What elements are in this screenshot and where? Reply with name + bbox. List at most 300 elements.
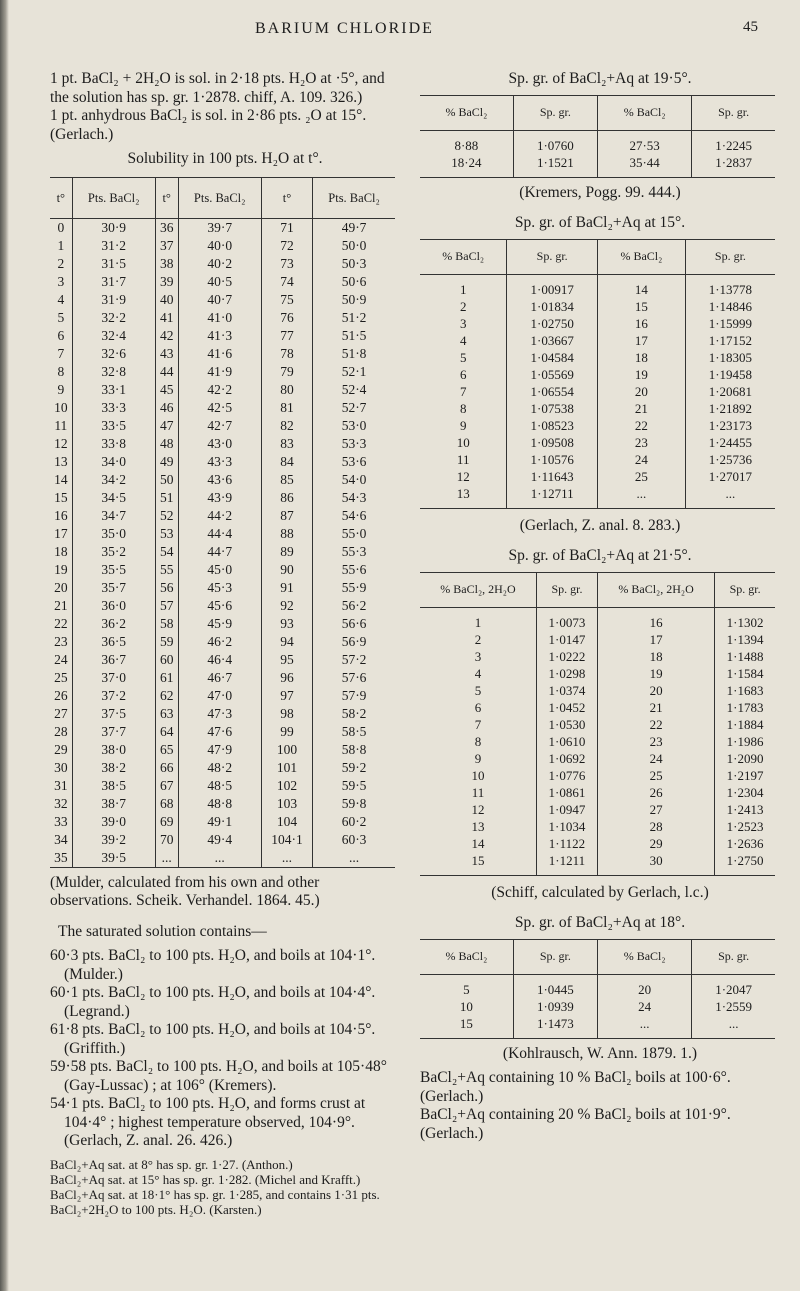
table-cell: 1·09508 [507,434,598,451]
table-cell: 40·0 [178,237,261,255]
table-cell: 19 [597,665,714,682]
solubility-header: Pts. BaCl₂ [178,177,261,218]
table-cell: 1·11643 [507,468,598,485]
table-cell: 1·24455 [685,434,775,451]
table-cell: 41·0 [178,309,261,327]
table-cell: 30·9 [72,218,155,237]
table-cell: 17 [597,631,714,648]
t1-source: (Kremers, Pogg. 99. 444.) [519,183,681,201]
table-cell: 97 [261,687,312,705]
table-cell: 1·08523 [507,417,598,434]
table-cell: 37 [155,237,178,255]
table-cell: 1·0947 [536,801,597,818]
table-cell: 1·15999 [685,315,775,332]
table-cell: 27 [597,801,714,818]
table-cell: 36·7 [72,651,155,669]
table-row [420,1015,775,1039]
table-row [420,274,775,298]
table-cell: 34 [54,831,68,847]
table-row [50,489,395,507]
table-cell: 30 [54,759,68,775]
table-row [420,631,775,648]
table-cell: 1·03667 [507,332,598,349]
table-cell: 5 [57,309,65,325]
table-cell: 46 [155,399,178,417]
table-cell: 1·1394 [715,631,775,648]
table-cell: 24 [597,998,691,1015]
table-row [50,597,395,615]
table-cell: 68 [155,795,178,813]
table-cell: 88 [261,525,312,543]
table-cell: 58·8 [313,741,395,759]
table-header-row [420,572,775,607]
table-cell: 104 [261,813,312,831]
table-cell: 79 [261,363,312,381]
table-cell: 59 [155,633,178,651]
table-cell: 25 [597,468,685,485]
table-cell: 40·5 [178,273,261,291]
table-row [420,332,775,349]
table-cell: 20 [597,682,714,699]
table-cell: 55·6 [313,561,395,579]
table-cell: 41·6 [178,345,261,363]
table-cell: 34·0 [72,453,155,471]
table-row [420,699,775,716]
table-row [420,383,775,400]
table-cell: 14 [597,274,685,298]
table-cell: 7 [474,716,482,732]
table-cell: 93 [261,615,312,633]
table-cell: 48·5 [178,777,261,795]
table-cell: 33·5 [72,417,155,435]
table-row [50,687,395,705]
table-cell: 63 [155,705,178,723]
column-header: Sp. gr. [536,572,597,607]
table-cell: 50·9 [313,291,395,309]
table-cell: 30 [597,852,714,876]
table-row [50,579,395,597]
table-cell: 81 [261,399,312,417]
table-cell: 35·7 [72,579,155,597]
table-cell: 54 [155,543,178,561]
table-cell: 43·3 [178,453,261,471]
list-item: 61·8 pts. BaCl₂ to 100 pts. H₂O, and boils at 104·5°. (Griffith.) [50,1021,376,1057]
table-cell: 37·5 [72,705,155,723]
table-cell: 16 [597,607,714,631]
solubility-header: t° [50,177,72,218]
table-cell: 1·0147 [536,631,597,648]
table-header-row [420,95,775,130]
column-header: % BaCl₂ [420,95,513,130]
table-cell: 1·1884 [715,716,775,733]
table-cell: 59·8 [313,795,395,813]
table-cell: 6 [57,327,65,343]
table-row [50,399,395,417]
table-row [420,468,775,485]
intro-hydrated: 1 pt. BaCl₂ + 2H₂O is sol. in 2·18 pts. H₂O at ·5°, and the solution has sp. gr. 1·2878. chiff, A. 109. 326.) [50,70,385,106]
table-cell: 1·0222 [536,648,597,665]
table-cell: 31 [54,777,68,793]
table-cell: 43·6 [178,471,261,489]
table-cell: 52·7 [313,399,395,417]
table-cell: 32 [54,795,68,811]
table-row [50,453,395,471]
table-cell: 18 [597,648,714,665]
table-cell: 49·4 [178,831,261,849]
column-header: Sp. gr. [507,239,598,274]
table-cell: 12 [456,468,470,484]
table-cell: 11 [456,451,470,467]
boiling-note-20: BaCl₂+Aq containing 20 % BaCl₂ boils at 101·9°. (Gerlach.) [420,1106,731,1142]
column-header: % BaCl₂, 2H₂O [420,572,536,607]
table-cell: 15 [420,1015,513,1039]
t1-title: Sp. gr. of BaCl₂+Aq at 19·5°. [508,70,692,87]
table-cell: 12 [471,801,485,817]
table-cell: 78 [261,345,312,363]
right-column [420,70,780,1143]
table-cell: 80 [261,381,312,399]
table-cell: 50 [155,471,178,489]
column-header: Sp. gr. [692,95,775,130]
table-cell: 55 [155,561,178,579]
table-cell: 1·2047 [692,974,775,998]
table-cell: 15 [420,852,536,876]
table-cell: 57·6 [313,669,395,687]
column-header: % BaCl₂ [420,239,507,274]
table-cell: 31·7 [72,273,155,291]
table-cell: 18 [597,349,685,366]
table-cell: 3 [57,273,65,289]
table-cell: 47·9 [178,741,261,759]
table-cell: ... [261,849,312,868]
table-cell: 35·44 [597,154,691,178]
table-cell: 1·0073 [536,607,597,631]
table-cell: 67 [155,777,178,795]
table-row [420,801,775,818]
table-row [50,543,395,561]
table-cell: 1·07538 [507,400,598,417]
table-cell: 36·5 [72,633,155,651]
table-cell: 1·0776 [536,767,597,784]
table-cell: 5 [474,682,482,698]
table-cell: 53·3 [313,435,395,453]
table-cell: 1·2837 [692,154,775,178]
table-cell: 28 [54,723,68,739]
table-cell: 101 [261,759,312,777]
table-row [420,417,775,434]
table-cell: 99 [261,723,312,741]
table-cell: 52·4 [313,381,395,399]
table-cell: 8 [459,400,467,416]
table-cell: 1·02750 [507,315,598,332]
table-row [420,998,775,1015]
table-cell: 33·1 [72,381,155,399]
table-cell: 17 [54,525,68,541]
table-cell: 58 [155,615,178,633]
table-cell: 57·2 [313,651,395,669]
table-cell: 12 [54,435,68,451]
table-cell: 1·14846 [685,298,775,315]
table-cell: 13 [420,485,507,509]
table-cell: 24 [597,750,714,767]
table-cell: 1·05569 [507,366,598,383]
table-row [50,255,395,273]
table-cell: 2 [57,255,65,271]
table-cell: 8 [57,363,65,379]
table-cell: 1·06554 [507,383,598,400]
table-cell: 89 [261,543,312,561]
table-cell: 1·04584 [507,349,598,366]
table-cell: 1·1683 [715,682,775,699]
table-cell: 1·2090 [715,750,775,767]
running-title: BARIUM CHLORIDE [255,20,434,37]
table-cell: 31·5 [72,255,155,273]
table-cell: 52·1 [313,363,395,381]
column-header: Sp. gr. [513,939,597,974]
table-cell: 1·27017 [685,468,775,485]
table-cell: 1·1584 [715,665,775,682]
table-cell: 37·7 [72,723,155,741]
table-cell: 59·2 [313,759,395,777]
table-cell: 3 [474,648,482,664]
table-row [420,154,775,178]
table-cell: 1·1211 [536,852,597,876]
table-cell: 95 [261,651,312,669]
t2-title: Sp. gr. of BaCl₂+Aq at 15°. [514,214,686,231]
table-cell: 20 [597,383,685,400]
table-cell: 45·3 [178,579,261,597]
table-cell: 4 [459,332,467,348]
table-cell: 38·5 [72,777,155,795]
table-cell: 10 [54,399,68,415]
table-cell: 10 [471,767,485,783]
table-cell: 36 [155,218,178,237]
table-row [420,451,775,468]
table-cell: 1·25736 [685,451,775,468]
table-cell: 32·2 [72,309,155,327]
table-row [420,400,775,417]
table-cell: 18·24 [420,154,513,178]
table-cell: 51 [155,489,178,507]
table-row [420,682,775,699]
table-cell: 72 [261,237,312,255]
table-cell: 20 [54,579,68,595]
table-cell: 29 [597,835,714,852]
table-cell: 1·17152 [685,332,775,349]
table-row [420,750,775,767]
table-row [420,298,775,315]
table-cell: 74 [261,273,312,291]
table-cell: 17 [597,332,685,349]
table-cell: 2 [474,631,482,647]
table-cell: 4 [57,291,65,307]
table-cell: 1·0861 [536,784,597,801]
table-row [50,849,395,868]
table-cell: 27 [54,705,68,721]
table-cell: 49·7 [313,218,395,237]
table-cell: 1·1986 [715,733,775,750]
saturated-list [50,947,400,1151]
table-cell: 22 [54,615,68,631]
list-item: 59·58 pts. BaCl₂ to 100 pts. H₂O, and boils at 105·48° (Gay-Lussac) ; at 106° (Kremers). [50,1058,387,1094]
table-cell: 52 [155,507,178,525]
table-cell: 1·1473 [513,1015,597,1039]
table-cell: 6 [459,366,467,382]
table-cell: 1 [459,281,467,297]
column-header: Sp. gr. [513,95,597,130]
table-row [420,733,775,750]
table-row [50,561,395,579]
table-cell: 1·2750 [715,852,775,876]
table-cell: 44·2 [178,507,261,525]
table-cell: 49·1 [178,813,261,831]
page-binding-edge [0,0,9,1291]
table-cell: 21 [597,699,714,716]
table-cell: 35·0 [72,525,155,543]
table-cell: 32·6 [72,345,155,363]
saturated-intro: The saturated solution contains— [58,922,267,940]
table-cell: 76 [261,309,312,327]
table-cell: 45·0 [178,561,261,579]
table-cell: 1·0530 [536,716,597,733]
table-row [420,835,775,852]
table-row [420,974,775,998]
table-cell: 14 [54,471,68,487]
table-cell: 45·9 [178,615,261,633]
table-cell: 1·2413 [715,801,775,818]
table-cell: 42 [155,327,178,345]
table-cell: 50·0 [313,237,395,255]
table-cell: 31·9 [72,291,155,309]
table-cell: 58·2 [313,705,395,723]
table-row [50,381,395,399]
table-header-row [420,239,775,274]
table-cell: 16 [597,315,685,332]
table-cell: 60·2 [313,813,395,831]
solubility-header: t° [155,177,178,218]
table-cell: 1 [474,614,482,630]
table-cell: 60 [155,651,178,669]
table-cell: 54·0 [313,471,395,489]
table-cell: 26 [597,784,714,801]
table-cell: 64 [155,723,178,741]
footnotes [50,1157,400,1217]
table-cell: 48·2 [178,759,261,777]
table-row [50,705,395,723]
table-cell: 18 [54,543,68,559]
mulder-note: (Mulder, calculated from his own and other observations. Scheik. Verhandel. 1864. 45.) [50,873,320,909]
table-cell: 85 [261,471,312,489]
table-cell: 60·3 [313,831,395,849]
sp-gr-table-18 [420,939,775,1039]
table-row [50,777,395,795]
table-row [50,291,395,309]
list-item: 60·3 pts. BaCl₂ to 100 pts. H₂O, and boils at 104·1°. (Mulder.) [50,947,376,983]
table-cell: 27·53 [597,130,691,154]
table-cell: 37·2 [72,687,155,705]
table-cell: 35·2 [72,543,155,561]
table-row [420,315,775,332]
table-cell: 51·5 [313,327,395,345]
page-header [0,12,800,42]
footnote: BaCl₂+Aq sat. at 8° has sp. gr. 1·27. (Anthon.) [50,1156,293,1172]
table-cell: 3 [459,315,467,331]
table-cell: 42·7 [178,417,261,435]
boiling-note-10: BaCl₂+Aq containing 10 % BaCl₂ boils at 100·6°. (Gerlach.) [420,1069,731,1105]
table-cell: 10 [459,998,473,1014]
table-cell: 23 [54,633,68,649]
table-row [50,651,395,669]
table-cell: 0 [57,219,65,235]
t4-title: Sp. gr. of BaCl₂+Aq at 18°. [514,914,686,931]
table-cell: 21 [54,597,68,613]
table-cell: 38 [155,255,178,273]
table-cell: 8·88 [454,137,479,153]
table-cell: 44·7 [178,543,261,561]
table-row [50,723,395,741]
table-cell: 1·2304 [715,784,775,801]
table-cell: 6 [474,699,482,715]
table-cell: 23 [597,733,714,750]
table-cell: 1·1488 [715,648,775,665]
table-cell: 9 [459,417,467,433]
table-cell: 83 [261,435,312,453]
table-cell: 1·00917 [507,274,598,298]
table-cell: 87 [261,507,312,525]
table-cell: 1·2636 [715,835,775,852]
sp-gr-table-15 [420,239,775,509]
table-cell: 73 [261,255,312,273]
table-cell: 58·5 [313,723,395,741]
table-row [50,435,395,453]
table-cell: 1·10576 [507,451,598,468]
column-header: Sp. gr. [715,572,775,607]
table-cell: 19 [597,366,685,383]
list-item: 60·1 pts. BaCl₂ to 100 pts. H₂O, and boils at 104·4°. (Legrand.) [50,984,376,1020]
table-cell: ... [597,485,685,509]
table-row [50,669,395,687]
table-cell: 84 [261,453,312,471]
table-cell: 46·7 [178,669,261,687]
table-cell: 65 [155,741,178,759]
column-header: Sp. gr. [692,939,775,974]
table-cell: 44 [155,363,178,381]
table-row [50,795,395,813]
table-row [50,417,395,435]
table-cell: 11 [471,784,485,800]
table-cell: 44·4 [178,525,261,543]
table-cell: 1·0445 [513,974,597,998]
table-cell: 75 [261,291,312,309]
table-cell: 1·0610 [536,733,597,750]
table-cell: 96 [261,669,312,687]
table-cell: 102 [261,777,312,795]
table-row [420,349,775,366]
table-row [50,831,395,849]
table-cell: 1·1783 [715,699,775,716]
table-cell: 16 [54,507,68,523]
table-cell: 13 [471,818,485,834]
table-cell: 40·7 [178,291,261,309]
table-cell: 48·8 [178,795,261,813]
table-cell: 5 [463,981,470,997]
table-cell: 56·9 [313,633,395,651]
column-header: % BaCl₂, 2H₂O [597,572,714,607]
table-cell: 82 [261,417,312,435]
table-cell: 39·0 [72,813,155,831]
table-row [420,818,775,835]
table-cell: 1·12711 [507,485,598,509]
